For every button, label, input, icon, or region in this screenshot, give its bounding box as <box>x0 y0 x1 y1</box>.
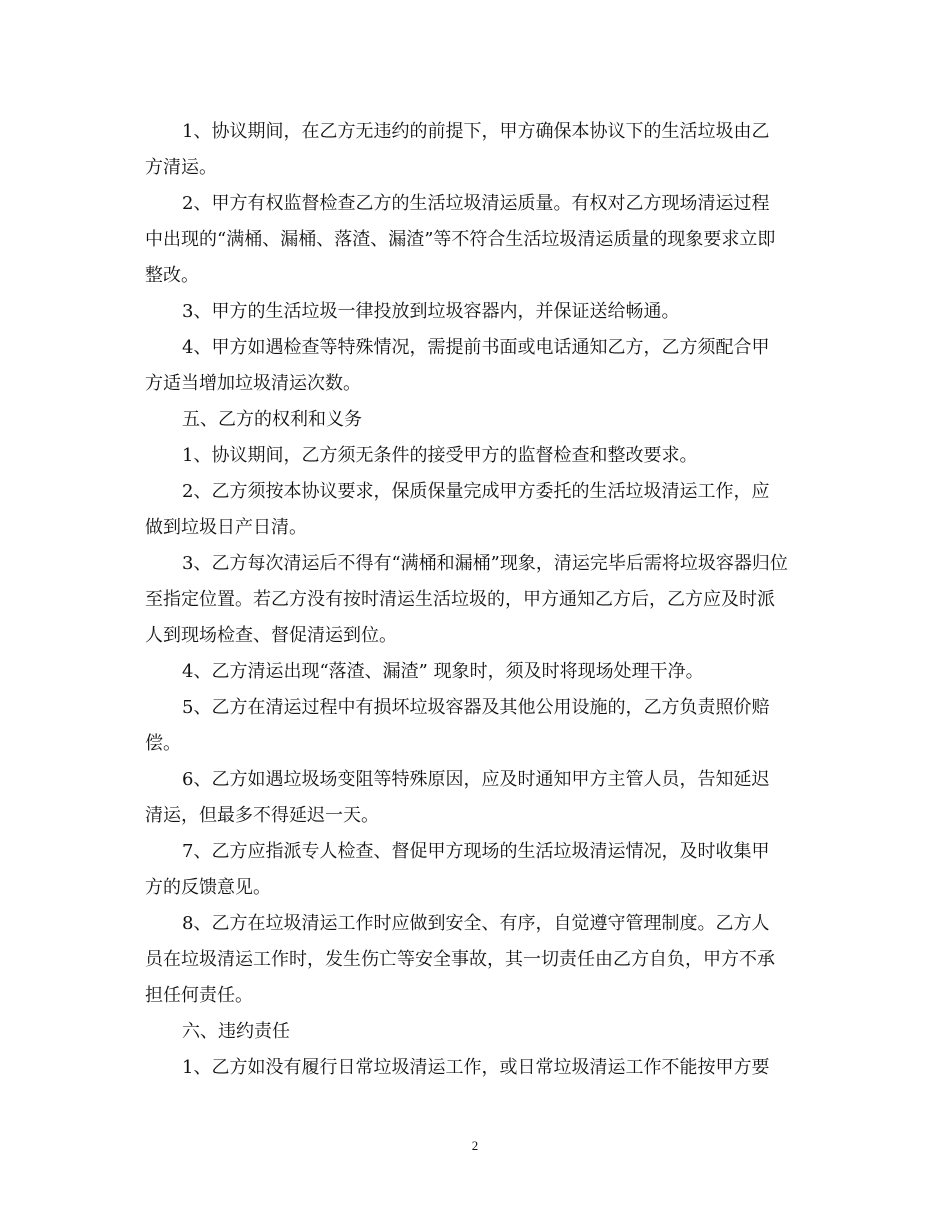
text-line: 至指定位置。若乙方没有按时清运生活垃圾的，甲方通知乙方后，乙方应及时派 <box>145 589 775 610</box>
text-line: 5、乙方在清运过程中有损坏垃圾容器及其他公用设施的，乙方负责照价赔 <box>182 697 770 718</box>
text-line: 2、甲方有权监督检查乙方的生活垃圾清运质量。有权对乙方现场清运过程 <box>182 193 770 214</box>
text-line: 2、乙方须按本协议要求，保质保量完成甲方委托的生活垃圾清运工作，应 <box>182 481 770 502</box>
text-line: 8、乙方在垃圾清运工作时应做到安全、有序，自觉遵守管理制度。乙方人 <box>182 913 770 934</box>
text-line: 3、甲方的生活垃圾一律投放到垃圾容器内，并保证送给畅通。 <box>182 301 680 322</box>
text-line: 4、甲方如遇检查等特殊情况，需提前书面或电话通知乙方，乙方须配合甲 <box>182 337 770 358</box>
text-line: 1、协议期间，乙方须无条件的接受甲方的监督检查和整改要求。 <box>182 445 698 466</box>
text-line: 3、乙方每次清运后不得有“满桶和漏桶”现象，清运完毕后需将垃圾容器归位 <box>182 553 788 574</box>
page-number: 2 <box>471 1138 479 1153</box>
text-line: 方的反馈意见。 <box>145 877 271 898</box>
section-heading: 六、违约责任 <box>182 1021 290 1042</box>
text-line: 方适当增加垃圾清运次数。 <box>145 373 361 394</box>
text-line: 7、乙方应指派专人检查、督促甲方现场的生活垃圾清运情况，及时收集甲 <box>182 841 770 862</box>
text-line: 中出现的“满桶、漏桶、落渣、漏渣”等不符合生活垃圾清运质量的现象要求立即 <box>145 229 776 250</box>
text-line: 1、乙方如没有履行日常垃圾清运工作，或日常垃圾清运工作不能按甲方要 <box>182 1057 770 1078</box>
text-line: 1、协议期间，在乙方无违约的前提下，甲方确保本协议下的生活垃圾由乙 <box>182 121 770 142</box>
section-heading: 五、乙方的权利和义务 <box>182 409 362 430</box>
text-line: 偿。 <box>145 733 181 754</box>
text-line: 担任何责任。 <box>145 985 253 1006</box>
text-line: 清运，但最多不得延迟一天。 <box>145 805 379 826</box>
text-line: 人到现场检查、督促清运到位。 <box>145 625 397 646</box>
text-line: 员在垃圾清运工作时，发生伤亡等安全事故，其一切责任由乙方自负，甲方不承 <box>145 949 775 970</box>
text-line: 6、乙方如遇垃圾场变阻等特殊原因，应及时通知甲方主管人员，告知延迟 <box>182 769 770 790</box>
text-line: 做到垃圾日产日清。 <box>145 517 307 538</box>
text-line: 整改。 <box>145 265 199 286</box>
text-line: 方清运。 <box>145 157 217 178</box>
text-line: 4、乙方清运出现“落渣、漏渣” 现象时，须及时将现场处理干净。 <box>182 661 704 682</box>
